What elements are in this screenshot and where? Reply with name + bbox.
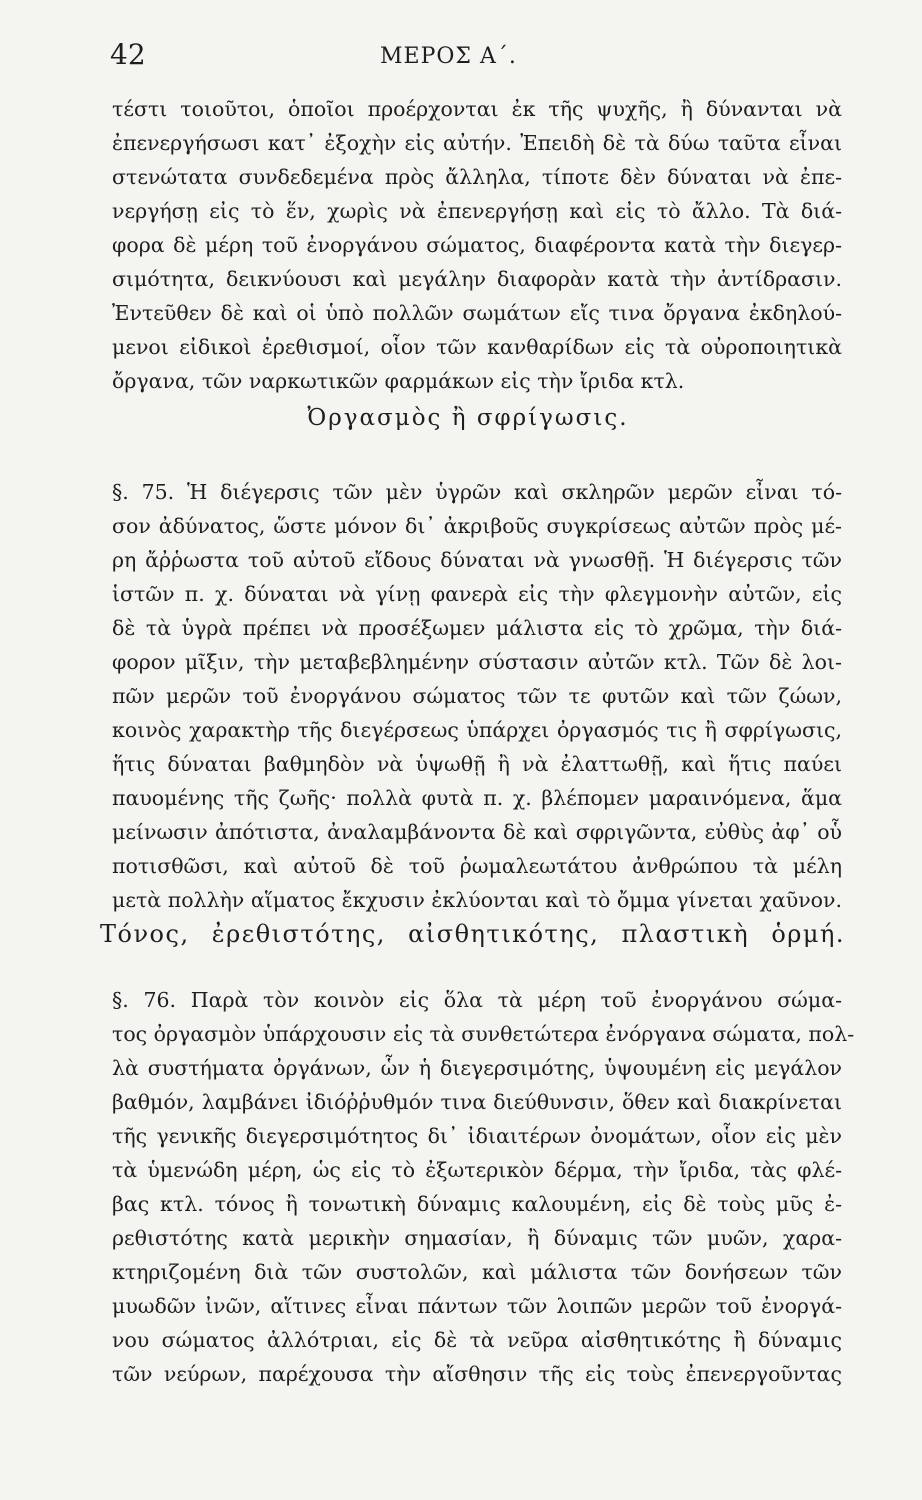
text-line: ποτισθῶσι, καὶ αὐτοῦ δὲ τοῦ ῥωμαλεωτάτου ἀνθρώπου τὰ μέλη bbox=[112, 854, 842, 878]
section-heading: Τόνος, ἐρεθιστότης, αἰσθητικότης, πλαστικὴ ὁρμή. bbox=[100, 920, 845, 948]
text-line: φορα δὲ μέρη τοῦ ἐνοργάνου σώματος, διαφέροντα κατὰ τὴν διεγερ- bbox=[112, 233, 842, 257]
page-number: 42 bbox=[110, 38, 146, 71]
text-line: φορον μῖξιν, τὴν μεταβεβλημένην σύστασιν αὐτῶν κτλ. Τῶν δὲ λοι- bbox=[112, 650, 842, 674]
text-line: ρη ἄῤῥωστα τοῦ αὐτοῦ εἴδους δύναται νὰ γνωσθῇ. Ἡ διέγερσις τῶν bbox=[112, 548, 842, 572]
text-line: §. 75. Ἡ διέγερσις τῶν μὲν ὑγρῶν καὶ σκληρῶν μερῶν εἶναι τό- bbox=[112, 480, 842, 504]
text-line: μετὰ πολλὴν αἵματος ἔκχυσιν ἐκλύονται καὶ τὸ ὄμμα γίνεται χαῦνον. bbox=[112, 888, 842, 912]
text-line: τῶν νεύρων, παρέχουσα τὴν αἴσθησιν τῆς εἰς τοὺς ἐπενεργοῦντας bbox=[112, 1362, 842, 1386]
text-line: παυομένης τῆς ζωῆς· πολλὰ φυτὰ π. χ. βλέπομεν μαραινόμενα, ἅμα bbox=[112, 786, 842, 810]
text-line: τέστι τοιοῦτοι, ὁποῖοι προέρχονται ἐκ τῆς ψυχῆς, ἢ δύνανται νὰ bbox=[112, 97, 842, 121]
text-line: §. 76. Παρὰ τὸν κοινὸν εἰς ὅλα τὰ μέρη τοῦ ἐνοργάνου σώμα- bbox=[112, 988, 842, 1012]
text-line: στενώτατα συνδεδεμένα πρὸς ἄλληλα, τίποτε δὲν δύναται νὰ ἐπε- bbox=[112, 165, 842, 189]
text-line: τὰ ὑμενώδη μέρη, ὡς εἰς τὸ ἐξωτερικὸν δέρμα, τὴν ἴριδα, τὰς φλέ- bbox=[112, 1158, 842, 1182]
text-line: μυωδῶν ἰνῶν, αἵτινες εἶναι πάντων τῶν λοιπῶν μερῶν τοῦ ἐνοργά- bbox=[112, 1294, 842, 1318]
text-line: ρεθιστότης κατὰ μερικὴν σημασίαν, ἢ δύναμις τῶν μυῶν, χαρα- bbox=[112, 1226, 842, 1250]
text-line: λὰ συστήματα ὀργάνων, ὧν ἡ διεγερσιμότης, ὑψουμένη εἰς μεγάλον bbox=[112, 1056, 842, 1080]
text-line: βας κτλ. τόνος ἢ τονωτικὴ δύναμις καλουμένη, εἰς δὲ τοὺς μῦς ἐ- bbox=[112, 1192, 842, 1216]
text-line: ἥτις δύναται βαθμηδὸν νὰ ὑψωθῇ ἢ νὰ ἐλαττωθῇ, καὶ ἥτις παύει bbox=[112, 752, 842, 776]
text-line: ἐπενεργήσωσι κατ᾽ ἐξοχὴν εἰς αὐτήν. Ἐπειδὴ δὲ τὰ δύω ταῦτα εἶναι bbox=[112, 131, 842, 155]
text-line: κοινὸς χαρακτὴρ τῆς διεγέρσεως ὑπάρχει ὀργασμός τις ἢ σφρίγωσις, bbox=[112, 718, 842, 742]
text-line: δὲ τὰ ὑγρὰ πρέπει νὰ προσέξωμεν μάλιστα εἰς τὸ χρῶμα, τὴν διά- bbox=[112, 616, 842, 640]
text-line: ἱστῶν π. χ. δύναται νὰ γίνῃ φανερὰ εἰς τὴν φλεγμονὴν αὐτῶν, εἰς bbox=[112, 582, 842, 606]
text-line: τος ὀργασμὸν ὑπάρχουσιν εἰς τὰ συνθετώτερα ἐνόργανα σώματα, πολ- bbox=[112, 1022, 855, 1046]
text-line: τῆς γενικῆς διεγερσιμότητος δι᾽ ἰδιαιτέρων ὀνομάτων, οἷον εἰς μὲν bbox=[112, 1124, 842, 1148]
text-line: σιμότητα, δεικνύουσι καὶ μεγάλην διαφορὰν κατὰ τὴν ἀντίδρασιν. bbox=[112, 267, 842, 291]
section-heading: Ὀργασμὸς ἢ σφρίγωσις. bbox=[307, 405, 629, 431]
text-line: νεργήσῃ εἰς τὸ ἕν, χωρὶς νὰ ἐπενεργήσῃ καὶ εἰς τὸ ἄλλο. Τὰ διά- bbox=[112, 199, 842, 223]
text-line: βαθμόν, λαμβάνει ἰδιόῤῥυθμόν τινα διεύθυνσιν, ὅθεν καὶ διακρίνεται bbox=[112, 1090, 842, 1114]
running-head: ΜΕΡΟΣ Α΄. bbox=[380, 44, 517, 69]
text-line: νου σώματος ἀλλότριαι, εἰς δὲ τὰ νεῦρα αἰσθητικότης ἢ δύναμις bbox=[112, 1328, 842, 1352]
text-line: Ἐντεῦθεν δὲ καὶ οἱ ὑπὸ πολλῶν σωμάτων εἴς τινα ὄργανα ἐκδηλού- bbox=[112, 301, 842, 325]
text-line: πῶν μερῶν τοῦ ἐνοργάνου σώματος τῶν τε φυτῶν καὶ τῶν ζώων, bbox=[112, 684, 842, 708]
text-line: ὄργανα, τῶν ναρκωτικῶν φαρμάκων εἰς τὴν ἴριδα κτλ. bbox=[112, 369, 685, 393]
text-line: σον ἀδύνατος, ὥστε μόνον δι᾽ ἀκριβοῦς συγκρίσεως αὐτῶν πρὸς μέ- bbox=[112, 514, 842, 538]
page-header bbox=[0, 38, 922, 78]
text-line: κτηριζομένη διὰ τῶν συστολῶν, καὶ μάλιστα τῶν δονήσεων τῶν bbox=[112, 1260, 842, 1284]
text-line: μενοι εἰδικοὶ ἐρεθισμοί, οἷον τῶν κανθαρίδων εἰς τὰ οὐροποιητικὰ bbox=[112, 335, 842, 359]
text-line: μείνωσιν ἀπότιστα, ἀναλαμβάνοντα δὲ καὶ σφριγῶντα, εὐθὺς ἀφ᾽ οὗ bbox=[112, 820, 842, 844]
